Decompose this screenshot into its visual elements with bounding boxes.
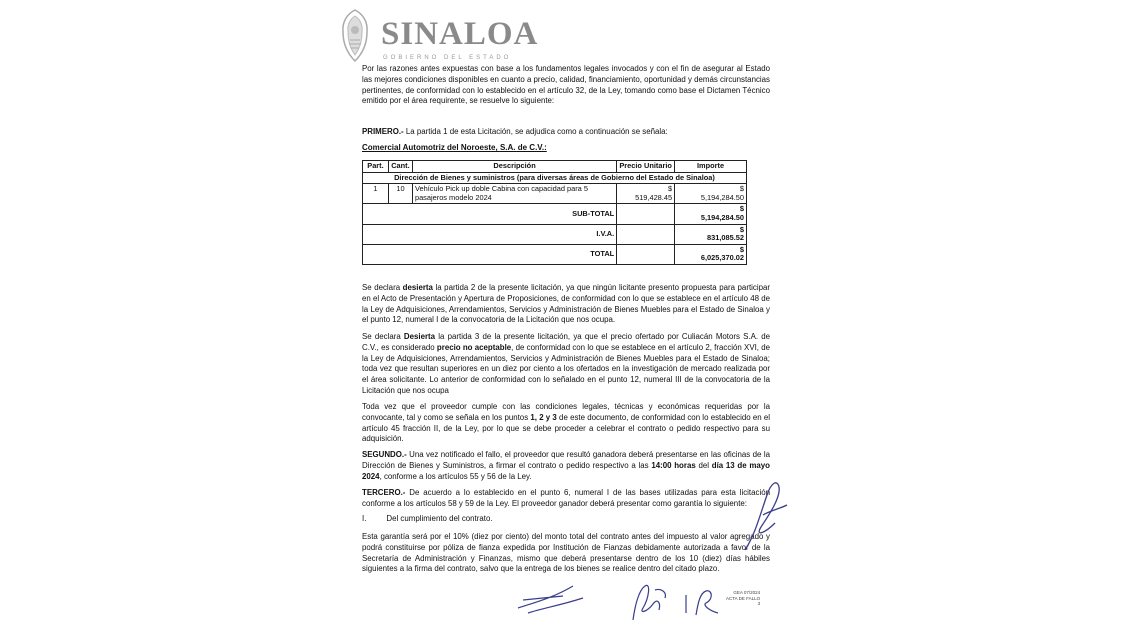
segundo-paragraph xyxy=(362,450,770,482)
document-footer-stamp xyxy=(726,590,760,607)
page-number: 3 xyxy=(757,601,761,606)
table-row xyxy=(363,184,747,204)
total-row xyxy=(363,244,747,264)
row-price-currency: $ xyxy=(667,184,673,194)
segundo-label: SEGUNDO.- xyxy=(362,450,407,459)
row-price-cell xyxy=(617,184,675,204)
primero-paragraph xyxy=(362,127,770,138)
total-value: 6,025,370.02 xyxy=(700,253,744,263)
col-part-header: Part. xyxy=(363,161,389,173)
text-span: , conforme a los artículos 55 y 56 de la Ley. xyxy=(379,471,532,481)
col-desc-header: Descripción xyxy=(412,161,616,173)
row-amount-currency: $ xyxy=(739,184,744,194)
text-span: Una vez notificado el fallo, el proveedor que resultó ganadora deberá presentarse en las oficinas de la Dirección de Bienes y Suministros, a firmar el contrato o pedido respectivo a las xyxy=(362,450,770,470)
col-cant-header: Cant. xyxy=(388,161,412,173)
text-span-bold: día 13 de mayo 2024 xyxy=(362,460,771,481)
subtotal-value: 5,194,284.50 xyxy=(700,212,744,222)
text-span: , de conformidad con lo que se establece en el artículo 2, fracción XVI, de la Ley de Adquisiciones, Arrendamientos, Servicios y Administración de Bienes Muebles para el Estado de Sinaloa; toda vez que resultan superiores en un diez por ciento a los ofertados en la investigación de mercado realizada por el área solicitante. Lo anterior de conformidad con lo señalado en el punto 12, numeral III de la convocatoria de la Licitación que nos ocupa xyxy=(362,342,771,395)
government-subtitle: GOBIERNO DEL ESTADO xyxy=(383,55,512,61)
item-i xyxy=(362,514,770,525)
col-amount-header: Importe xyxy=(675,161,747,173)
intro-paragraph: Por las razones antes expuestas con base a los fundamentos legales invocados y con el fin de asegurar al Estado las mejores condiciones disponibles en cuanto a precio, calidad, financiamiento, oportunidad y demás circunstancias pertinentes, de conformidad con lo establecido en el artículo 32, de la Ley, tomando como base el Dictamen Técnico emitido por el área requirente, se resuelve lo siguiente: xyxy=(362,64,770,106)
state-seal-icon xyxy=(337,8,373,64)
total-cell xyxy=(675,244,747,264)
text-span-bold: 1, 2 y 3 xyxy=(530,412,557,422)
text-span-bold: 14:00 horas xyxy=(651,460,696,470)
signature-right-margin xyxy=(735,475,795,555)
signature-2 xyxy=(625,580,675,625)
text-span: la partida 2 de la presente licitación, ya que ningún licitante presento propuesta para participar en el Acto de Presentación y Apertura de Proposiciones, de conformidad con lo que se establece en el artículo 48 de la Ley de Adquisiciones, Arrendamientos, Servicios y Administración de Bienes Muebles para el Estado de Sinaloa y el punto 12, numeral I de la convocatoria de la Licitación que nos ocupa. xyxy=(362,283,770,325)
tercero-paragraph xyxy=(362,488,770,510)
stamp-line: ACTA DE FALLO xyxy=(726,595,761,601)
text-span: de este documento, de conformidad con lo establecido en el artículo 45 fracción II, de la Ley, por lo que se debe proceder a celebrar el contrato o pedido respectivo para su adquisición. xyxy=(362,412,770,444)
iva-label: I.V.A. xyxy=(363,224,617,244)
desierta-partida-3-paragraph xyxy=(362,332,770,397)
iva-cell xyxy=(675,224,747,244)
garantia-paragraph: Esta garantía será por el 10% (diez por ciento) del monto total del contrato antes del impuesto al valor agregado y podrá constituirse por póliza de fianza expedida por Institución de Fianzas debidamente autorizada a favor de la Secretaría de Administración y Finanzas, mismo que deberá presentarse dentro de los 10 (diez) días hábiles siguientes a la firma del contrato, salvo que la entrega de los bienes se realice dentro del citado plazo. xyxy=(362,532,770,574)
iva-row xyxy=(363,224,747,244)
text-span-bold: desierta xyxy=(402,283,433,292)
item-i-number: I. xyxy=(362,514,367,523)
cumple-paragraph xyxy=(362,402,770,445)
total-label: TOTAL xyxy=(363,244,617,264)
text-span-bold: Desierta xyxy=(403,332,436,341)
stamp-line: GEA 07/2024 xyxy=(733,590,761,595)
text-span: Toda vez que el proveedor cumple con las condiciones legales, técnicas y económicas requeridas por la convocante, tal y como se señala en los puntos xyxy=(362,402,770,422)
section-row xyxy=(363,172,747,184)
awarded-company: Comercial Automotriz del Noroeste, S.A. de C.V.: xyxy=(362,143,547,152)
row-price: 519,428.45 xyxy=(635,192,673,202)
text-span: De acuerdo a lo establecido en el punto 6, numeral I de las bases utilizadas para esta licitación conforme a los artículos 58 y 59 de la Ley. El proveedor ganador deberá presentar como garantía lo siguiente: xyxy=(362,488,770,508)
total-currency: $ xyxy=(739,244,744,254)
subtotal-cell xyxy=(675,204,747,224)
sinaloa-logo xyxy=(337,8,537,66)
text-span: Se declara xyxy=(362,332,404,341)
state-name: SINALOA xyxy=(381,16,539,52)
iva-value: 831,085.52 xyxy=(707,233,744,243)
row-amount-cell xyxy=(675,184,747,204)
row-cant: 10 xyxy=(388,184,412,204)
text-span: del xyxy=(695,460,712,470)
text-span: la partida 3 de la presente licitación, ya que el precio ofertado por Culiacán Motors S.A. de C.V., es considerado xyxy=(362,332,771,352)
primero-label: PRIMERO.- xyxy=(362,127,404,136)
signature-3 xyxy=(680,585,725,620)
subtotal-row xyxy=(363,204,747,224)
subtotal-label: SUB-TOTAL xyxy=(363,204,617,224)
text-span: Se declara xyxy=(362,283,403,292)
award-table xyxy=(362,160,747,265)
item-i-text: Del cumplimiento del contrato. xyxy=(386,514,493,523)
table-header-row xyxy=(363,161,747,173)
signature-1 xyxy=(513,578,593,618)
primero-text: La partida 1 de esta Licitación, se adjudica como a continuación se señala: xyxy=(403,127,668,136)
text-span-bold: precio no aceptable xyxy=(436,342,512,352)
iva-currency: $ xyxy=(739,224,744,234)
desierta-partida-2-paragraph xyxy=(362,283,770,326)
row-part: 1 xyxy=(363,184,389,204)
row-amount: 5,194,284.50 xyxy=(700,192,744,202)
col-price-header: Precio Unitario xyxy=(617,161,675,173)
tercero-label: TERCERO.- xyxy=(362,488,406,497)
subtotal-currency: $ xyxy=(739,204,744,214)
section-title: Dirección de Bienes y suministros (para diversas áreas de Gobierno del Estado de Sinaloa) xyxy=(363,172,747,184)
row-desc: Vehículo Pick up doble Cabina con capacidad para 5 pasajeros modelo 2024 xyxy=(412,184,616,204)
